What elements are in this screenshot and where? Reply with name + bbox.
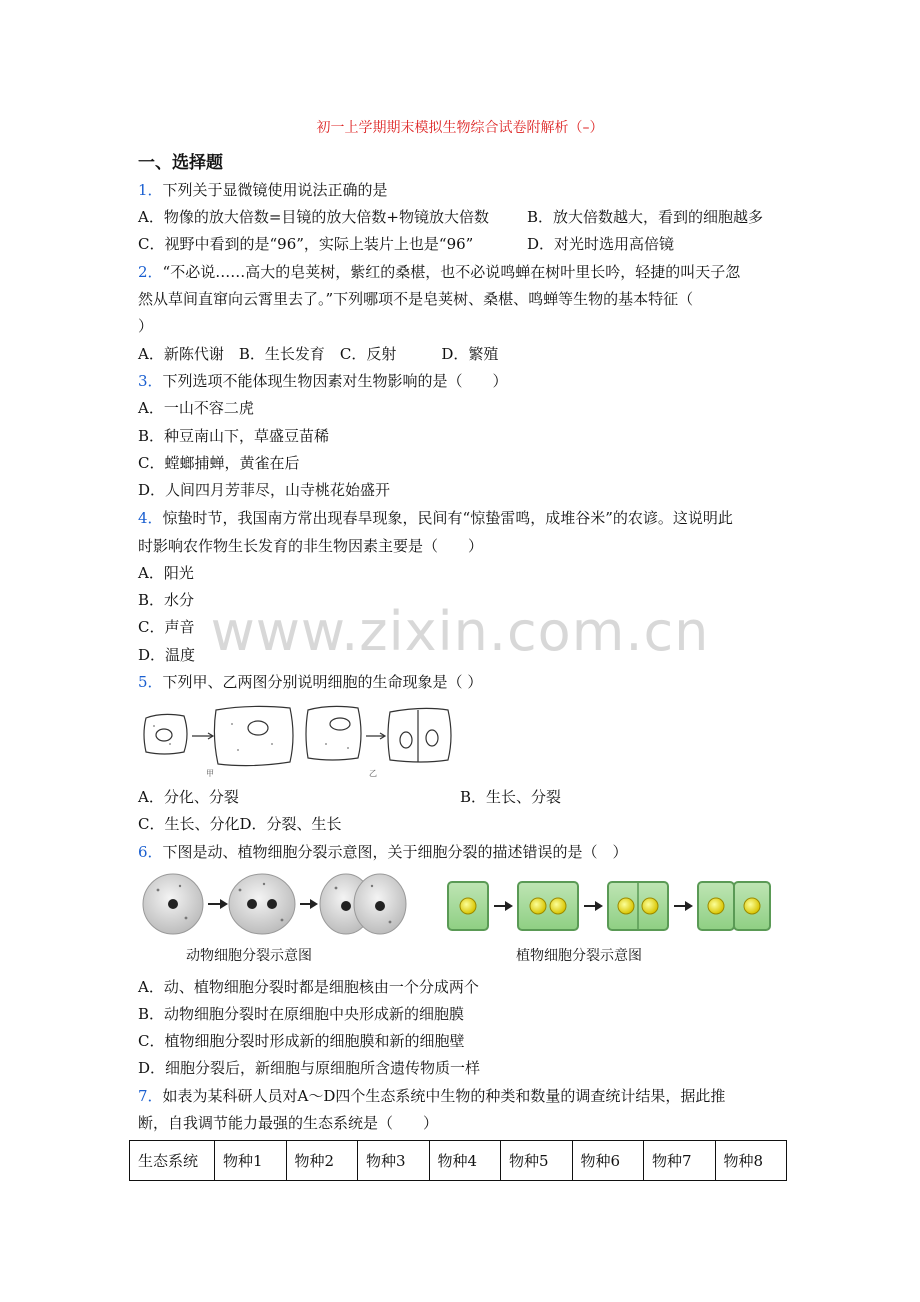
q2-number: 2． (138, 263, 163, 281)
q3-option-a: A．一山不容二虎 (138, 399, 254, 417)
table-header-cell: 物种6 (572, 1141, 644, 1181)
q6-option-a: A．动、植物细胞分裂时都是细胞核由一个分成两个 (138, 978, 479, 996)
q3-number: 3． (138, 372, 163, 390)
section-heading: 一、选择题 (138, 153, 223, 173)
q1-option-b: B．放大倍数越大，看到的细胞越多 (527, 208, 764, 226)
q5-nucleus-b (248, 721, 268, 735)
table-header-cell: 物种4 (429, 1141, 501, 1181)
q1-option-c: C．视野中看到的是“96”，实际上装片上也是“96” (138, 235, 474, 253)
q5-stem (138, 672, 482, 692)
q6-plant-division-figure (446, 878, 776, 938)
table-header-cell: 物种8 (715, 1141, 787, 1181)
q7-stem-line2: 断，自我调节能力最强的生态系统是（ ） (138, 1114, 439, 1132)
table-header-cell: 物种1 (215, 1141, 287, 1181)
q3-option-b: B．种豆南山下，草盛豆苗稀 (138, 427, 330, 445)
q3-stem (138, 371, 508, 391)
q7-stem-line1 (138, 1086, 725, 1106)
q6-option-d: D．细胞分裂后，新细胞与原细胞所含遗传物质一样 (138, 1059, 481, 1077)
q3-option-d: D．人间四月芳菲尽，山寺桃花始盛开 (138, 481, 391, 499)
q6-option-c: C．植物细胞分裂时形成新的细胞膜和新的细胞壁 (138, 1032, 465, 1050)
q3-text: 下列选项不能体现生物因素对生物影响的是（ ） (162, 372, 508, 390)
q5-nucleus-c (330, 718, 350, 730)
q4-stem-line1 (138, 508, 733, 528)
q5-nucleus-a (156, 729, 172, 741)
animal-nucleus-1 (168, 899, 178, 909)
q2-options: A．新陈代谢 B．生长发育 C．反射 D．繁殖 (138, 345, 499, 363)
q4-number: 4． (138, 509, 163, 527)
animal-cell-2 (229, 874, 295, 934)
q2-stem-line3: ） (138, 317, 154, 335)
q1-number: 1． (138, 181, 163, 199)
q6-stem (138, 842, 628, 862)
q5-cell-c (306, 706, 361, 760)
q5-option-cd: C．生长、分化D．分裂、生长 (138, 815, 342, 833)
q6-number: 6． (138, 843, 163, 861)
q7-number: 7． (138, 1087, 163, 1105)
q5-cell-small-a (144, 714, 187, 754)
q5-label-jia: 甲 (206, 769, 214, 778)
q2-text: “不必说……高大的皂荚树，紫红的桑椹，也不必说鸣蝉在树叶里长吟，轻捷的叫天子忽 (162, 263, 741, 281)
q1-stem (138, 180, 388, 200)
q1-text: 下列关于显微镜使用说法正确的是 (162, 181, 388, 199)
q5-cell-figure (140, 700, 460, 782)
q4-option-d: D．温度 (138, 646, 196, 664)
q6-animal-division-figure (140, 868, 410, 942)
plant-nucleus-1 (460, 898, 476, 914)
q4-option-b: B．水分 (138, 591, 195, 609)
q6-caption-plant: 植物细胞分裂示意图 (516, 948, 642, 964)
q5-cell-large-a (214, 706, 293, 765)
q2-stem-line2: 然从草间直窜向云霄里去了。”下列哪项不是皂荚树、桑椹、鸣蝉等生物的基本特征（ (138, 290, 694, 308)
q3-option-c: C．螳螂捕蝉，黄雀在后 (138, 454, 300, 472)
q5-option-b: B．生长、分裂 (460, 788, 562, 806)
q6-text: 下图是动、植物细胞分裂示意图，关于细胞分裂的描述错误的是（ ） (162, 843, 628, 861)
q7-table (129, 1140, 787, 1181)
q5-number: 5． (138, 673, 163, 691)
table-header-cell: 生态系统 (130, 1141, 215, 1181)
q5-text: 下列甲、乙两图分别说明细胞的生命现象是（ ） (162, 673, 483, 691)
table-header-row (130, 1141, 787, 1181)
q2-stem-line1 (138, 262, 740, 282)
q4-stem-line2: 时影响农作物生长发育的非生物因素主要是（ ） (138, 537, 484, 555)
q4-option-a: A．阳光 (138, 564, 194, 582)
table-header-cell: 物种5 (501, 1141, 573, 1181)
q4-option-c: C．声音 (138, 618, 195, 636)
q5-option-a: A．分化、分裂 (138, 788, 239, 806)
q4-text: 惊蛰时节，我国南方常出现春旱现象，民间有“惊蛰雷鸣，成堆谷米”的农谚。这说明此 (162, 509, 733, 527)
q1-option-a: A．物像的放大倍数=目镜的放大倍数+物镜放大倍数 (138, 208, 489, 226)
table-header-cell: 物种2 (286, 1141, 358, 1181)
q6-caption-animal: 动物细胞分裂示意图 (186, 948, 312, 964)
q1-option-d: D．对光时选用高倍镜 (527, 235, 675, 253)
table-header-cell: 物种7 (644, 1141, 716, 1181)
q5-cell-d (388, 708, 451, 762)
page-title: 初一上学期期末模拟生物综合试卷附解析（–） (316, 120, 604, 136)
q6-option-b: B．动物细胞分裂时在原细胞中央形成新的细胞膜 (138, 1005, 465, 1023)
watermark: www.zixin.com.cn (210, 600, 710, 663)
table-header-cell: 物种3 (358, 1141, 430, 1181)
plant-cell-2 (518, 882, 578, 930)
q7-text: 如表为某科研人员对A～D四个生态系统中生物的种类和数量的调查统计结果，据此推 (162, 1087, 726, 1105)
q5-label-yi: 乙 (369, 769, 377, 778)
